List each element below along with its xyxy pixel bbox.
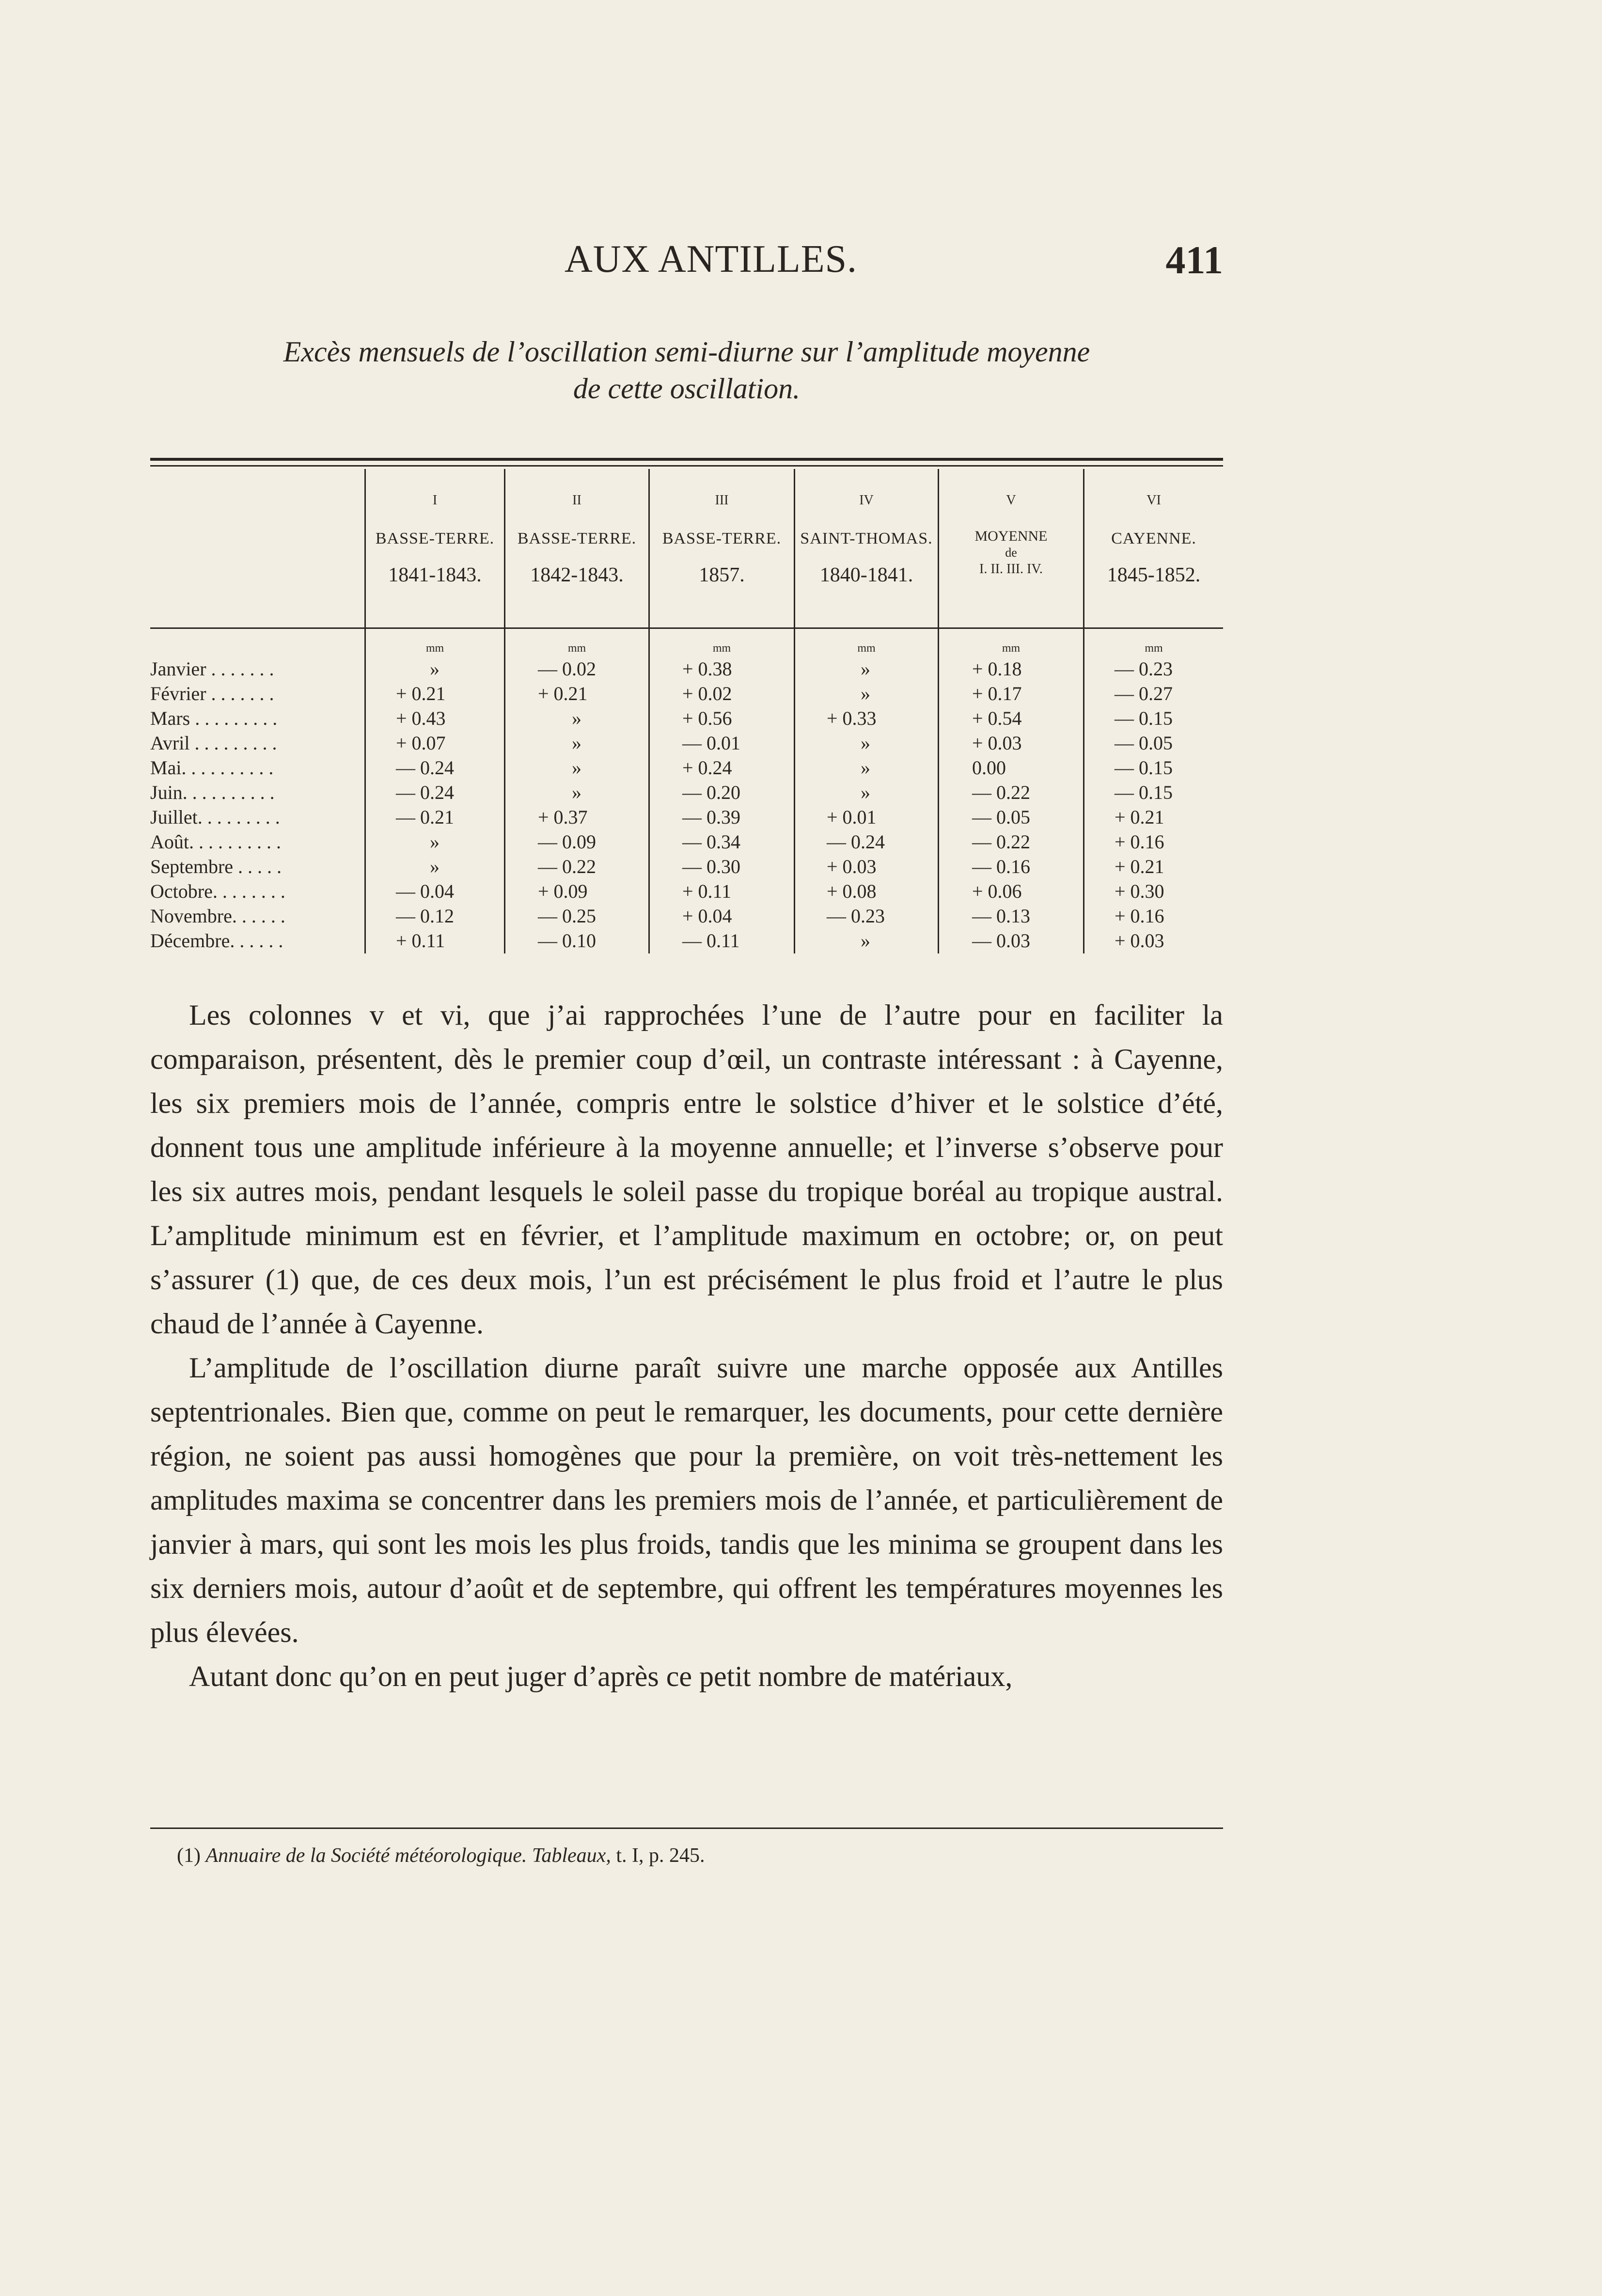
table-cell: + 0.16 [1115,905,1164,927]
table-row [150,755,1223,780]
column-station: BASSE-TERRE. [662,530,782,547]
column-station: BASSE-TERRE. [375,530,495,547]
row-month: Octobre. . . . . . . . [150,880,285,902]
table-cell: + 0.43 [396,707,446,729]
column-mean-line-2: de [1005,546,1017,560]
caption-line-1: Excès mensuels de l’oscillation semi-diurne sur l’amplitude moyenne [283,336,1090,368]
caption-line-2: de cette oscillation. [573,373,801,405]
column-number: II [572,493,581,508]
table-cell: » [861,683,870,704]
table-cell: + 0.03 [827,856,877,877]
table-cell: — 0.02 [538,658,596,680]
row-month: Mai. . . . . . . . . . [150,757,274,779]
table-row [150,731,1223,755]
column-mean-line-1: MOYENNE [974,528,1048,544]
table-cell: » [430,856,440,877]
table-cell: + 0.09 [538,880,588,902]
paragraph: L’amplitude de l’oscillation diurne paraît suivre une marche opposée aux Antilles septentrionales. Bien que, comme on peut le remarquer, les documents, pour cette dernière région, ne soient pas aussi homogènes que pour la première, on voit très-nettement les amplitudes maxima se concentrer dans les premiers mois de l’année, et particulièrement de janvier à mars, qui sont les mois les plus froids, tandis que les minima se groupent dans les six derniers mois, autour d’août et de septembre, qui offrent les températures moyennes les plus élevées. [150,1352,1223,1648]
table-cell: » [430,831,440,853]
table-cell: » [572,732,581,754]
table-row [150,829,1223,854]
table-cell: + 0.03 [1115,930,1164,952]
column-years: 1845-1852. [1107,564,1201,586]
row-month: Janvier . . . . . . . [150,658,274,680]
table-cell: » [861,658,870,680]
row-month: Février . . . . . . . [150,683,274,704]
table-cell: — 0.22 [538,856,596,877]
table-cell: — 0.10 [538,930,596,952]
table-cell: + 0.21 [1115,856,1164,877]
table-cell: — 0.05 [1115,732,1173,754]
column-number: V [1006,493,1016,508]
table-cell: — 0.27 [1115,683,1173,704]
column-station: CAYENNE. [1111,530,1196,547]
paragraph: Les colonnes v et vi, que j’ai rapprochées l’une de l’autre pour en faciliter la comparaison, présentent, dès le premier coup d’œil, un contraste intéressant : à Cayenne, les six premiers mois de l’année, compris entre le solstice d’hiver et le solstice d’été, donnent tous une amplitude inférieure à la moyenne annuelle; et l’inverse s’observe pour les six autres mois, pendant lesquels le soleil passe du tropique boréal au tropique austral. L’amplitude minimum est en février, et l’amplitude maximum en octobre; or, on peut s’assurer (1) que, de ces deux mois, l’un est précisément le plus froid et l’autre le plus chaud de l’année à Cayenne. [150,999,1223,1340]
unit-label: mm [1002,642,1021,655]
table-cell: — 0.13 [972,905,1030,927]
table-cell: — 0.25 [538,905,596,927]
table-cell: — 0.24 [827,831,885,853]
table-cell: — 0.04 [396,880,454,902]
footnote-rule [150,1827,1223,1829]
table-cell: » [572,781,581,803]
column-number: III [715,493,729,508]
table-cell: — 0.20 [682,781,740,803]
table-cell: + 0.38 [682,658,732,680]
table-cell: + 0.16 [1115,831,1164,853]
table-cell: — 0.15 [1115,781,1173,803]
column-years: 1857. [699,564,745,586]
table-cell: — 0.24 [396,781,454,803]
row-month: Novembre. . . . . . [150,905,285,927]
column-mean-label [939,528,1083,578]
data-table [150,458,1223,957]
table-cell: + 0.30 [1115,880,1164,902]
column-mean-line-3: I. II. III. IV. [979,562,1043,577]
table-cell: + 0.18 [972,658,1022,680]
table-top-rule-thick [150,458,1223,461]
footnote-mark: (1) [177,1844,201,1867]
unit-label: mm [857,642,876,655]
unit-label: mm [425,642,444,655]
table-cell: — 0.15 [1115,757,1173,779]
table-row [150,706,1223,731]
table-cell: » [572,707,581,729]
paragraph: Autant donc qu’on en peut juger d’après ce petit nombre de matériaux, [189,1660,1013,1692]
table-cell: — 0.30 [682,856,740,877]
table-cell: + 0.04 [682,905,732,927]
table-cell: — 0.23 [827,905,885,927]
column-station: BASSE-TERRE. [517,530,637,547]
table-cell: — 0.22 [972,781,1030,803]
table-cell: » [430,658,440,680]
table-cell: + 0.11 [396,930,445,952]
table-cell: — 0.09 [538,831,596,853]
table-cell: — 0.39 [682,806,740,828]
table-cell: — 0.15 [1115,707,1173,729]
table-cell: — 0.01 [682,732,740,754]
page-number: 411 [1165,238,1223,282]
table-cell: + 0.56 [682,707,732,729]
footnote-source: Annuaire de la Société météorologique. Tableaux, [205,1844,611,1867]
table-row [150,780,1223,805]
table-row [150,904,1223,928]
running-title: AUX ANTILLES. [565,238,858,281]
table-cell: — 0.12 [396,905,454,927]
table-cell: + 0.11 [682,880,732,902]
body-text [150,993,1223,1699]
table-row [150,681,1223,706]
table-cell: — 0.11 [682,930,740,952]
row-month: Mars . . . . . . . . . [150,707,278,729]
table-cell: » [861,781,870,803]
column-years: 1842-1843. [530,564,624,586]
table-cell: + 0.07 [396,732,446,754]
column-station: SAINT-THOMAS. [800,530,933,547]
table-cell: » [861,930,870,952]
table-body [150,656,1223,953]
table-cell: 0.00 [972,757,1006,779]
table-cell: + 0.08 [827,880,877,902]
table-cell: — 0.16 [972,856,1030,877]
row-month: Décembre. . . . . . [150,930,283,952]
table-cell: + 0.21 [396,683,446,704]
table-row [150,879,1223,904]
table-cell: » [861,732,870,754]
table-cell: » [572,757,581,779]
table-row [150,805,1223,829]
table-cell: + 0.37 [538,806,588,828]
table-cell: + 0.02 [682,683,732,704]
row-month: Août. . . . . . . . . . [150,831,281,853]
table-cell: + 0.01 [827,806,877,828]
table-cell: + 0.21 [538,683,588,704]
table-row [150,928,1223,953]
table-cell: — 0.03 [972,930,1030,952]
column-years: 1840-1841. [819,564,913,586]
unit-label: mm [1145,642,1163,655]
running-head [150,237,1223,291]
column-number: VI [1147,493,1161,508]
table-cell: — 0.23 [1115,658,1173,680]
table-row [150,656,1223,681]
table-cell: — 0.21 [396,806,454,828]
table-header-rule [150,627,1223,629]
table-top-rule-thin [150,465,1223,467]
row-month: Juin. . . . . . . . . . [150,781,275,803]
unit-label: mm [567,642,586,655]
table-cell: + 0.33 [827,707,877,729]
footnote-reference: t. I, p. 245. [616,1844,705,1867]
table-cell: + 0.21 [1115,806,1164,828]
row-month: Juillet. . . . . . . . . [150,806,280,828]
table-cell: + 0.24 [682,757,732,779]
unit-label: mm [712,642,731,655]
table-cell: — 0.24 [396,757,454,779]
footnote [177,1842,705,1869]
column-years: 1841-1843. [388,564,482,586]
column-number: I [432,493,438,508]
table-cell: + 0.03 [972,732,1022,754]
table-cell: + 0.54 [972,707,1022,729]
row-month: Avril . . . . . . . . . [150,732,277,754]
table-row [150,854,1223,879]
table-cell: — 0.34 [682,831,740,853]
table-cell: + 0.06 [972,880,1022,902]
column-number: IV [859,493,874,508]
table-cell: » [861,757,870,779]
row-month: Septembre . . . . . [150,856,282,877]
table-caption [150,333,1223,407]
table-cell: — 0.22 [972,831,1030,853]
table-cell: + 0.17 [972,683,1022,704]
table-cell: — 0.05 [972,806,1030,828]
